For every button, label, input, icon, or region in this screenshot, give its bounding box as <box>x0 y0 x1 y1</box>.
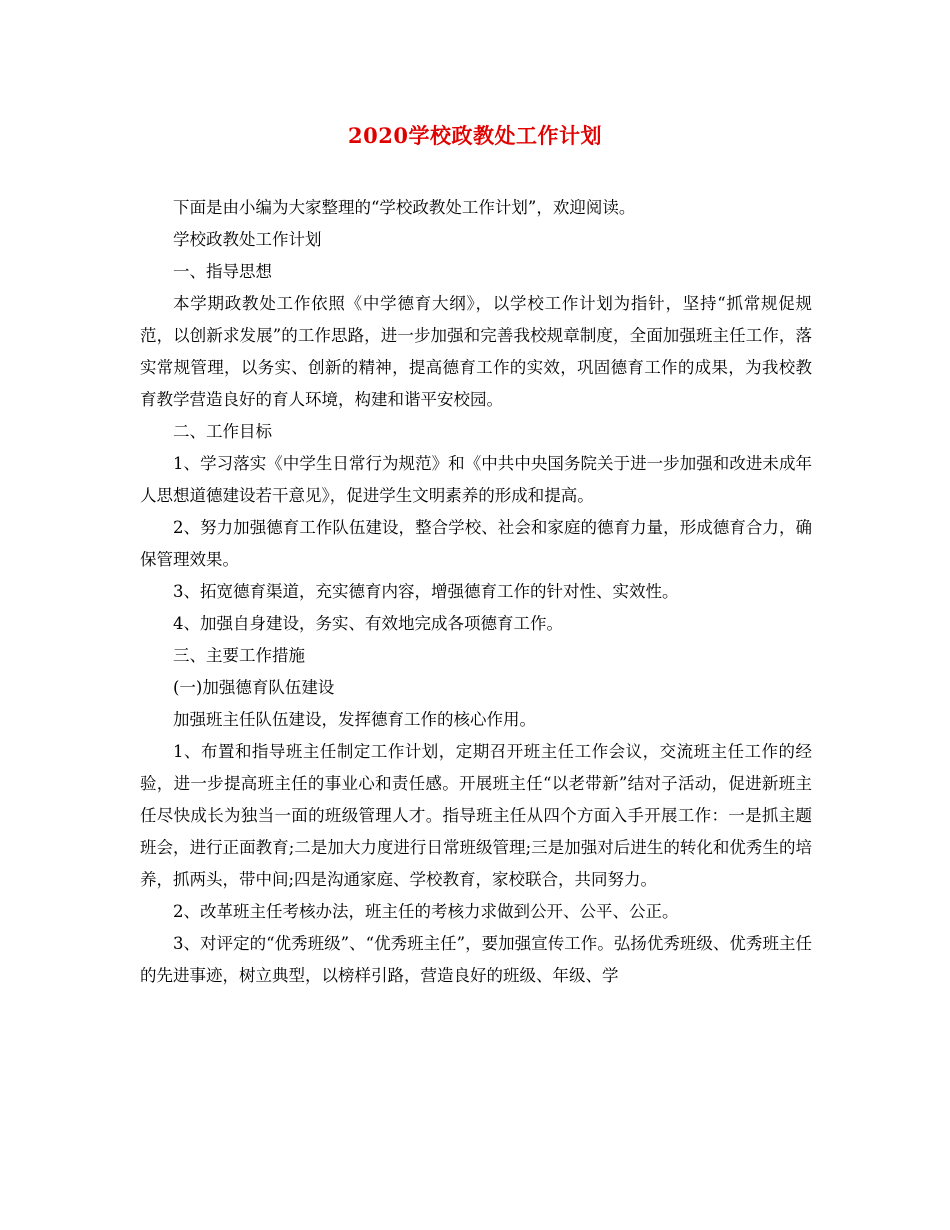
paragraph-measure-1: 1、布置和指导班主任制定工作计划，定期召开班主任工作会议，交流班主任工作的经验，进一步提高班主任的事业心和责任感。开展班主任“以老带新”结对子活动，促进新班主任尽快成长为独当一面的班级管理人才。指导班主任从四个方面入手开展工作：一是抓主题班会，进行正面教育;二是加大力度进行日常班级管理;三是加强对后进生的转化和优秀生的培养，抓两头，带中间;四是沟通家庭、学校教育，家校联合，共同努力。 <box>140 742 812 889</box>
paragraph-team-building: 加强班主任队伍建设，发挥德育工作的核心作用。 <box>173 710 536 729</box>
paragraph-goal-3: 3、拓宽德育渠道，充实德育内容，增强德育工作的针对性、实效性。 <box>173 582 679 601</box>
paragraph-goal-2: 2、努力加强德育工作队伍建设，整合学校、社会和家庭的德育力量，形成德育合力，确保管理效果。 <box>140 518 812 569</box>
paragraph-measure-2: 2、改革班主任考核办法，班主任的考核力求做到公开、公平、公正。 <box>173 902 679 921</box>
document-title: 2020学校政教处工作计划 <box>348 123 602 148</box>
paragraph-guiding-thought: 本学期政教处工作依照《中学德育大纲》，以学校工作计划为指针，坚持“抓常规促规范，以创新求发展”的工作思路，进一步加强和完善我校规章制度，全面加强班主任工作，落实常规管理，以务实、创新的精神，提高德育工作的实效，巩固德育工作的成果，为我校教育教学营造良好的育人环境，构建和谐平安校园。 <box>140 294 812 409</box>
document-body <box>140 192 812 992</box>
paragraph-subtitle: 学校政教处工作计划 <box>173 230 322 249</box>
paragraph-goal-4: 4、加强自身建设，务实、有效地完成各项德育工作。 <box>173 614 563 633</box>
paragraph-measure-3: 3、对评定的“优秀班级”、“优秀班主任”，要加强宣传工作。弘扬优秀班级、优秀班主任的先进事迹，树立典型，以榜样引路，营造良好的班级、年级、学 <box>140 934 812 985</box>
heading-main-measures: 三、主要工作措施 <box>173 646 305 665</box>
paragraph-intro: 下面是由小编为大家整理的“学校政教处工作计划”，欢迎阅读。 <box>173 198 636 217</box>
heading-team-building: (一)加强德育队伍建设 <box>173 678 335 697</box>
heading-guiding-thought: 一、指导思想 <box>173 262 272 281</box>
paragraph-goal-1: 1、学习落实《中学生日常行为规范》和《中共中央国务院关于进一步加强和改进未成年人思想道德建设若干意见》，促进学生文明素养的形成和提高。 <box>140 454 812 505</box>
heading-work-goals: 二、工作目标 <box>173 422 272 441</box>
